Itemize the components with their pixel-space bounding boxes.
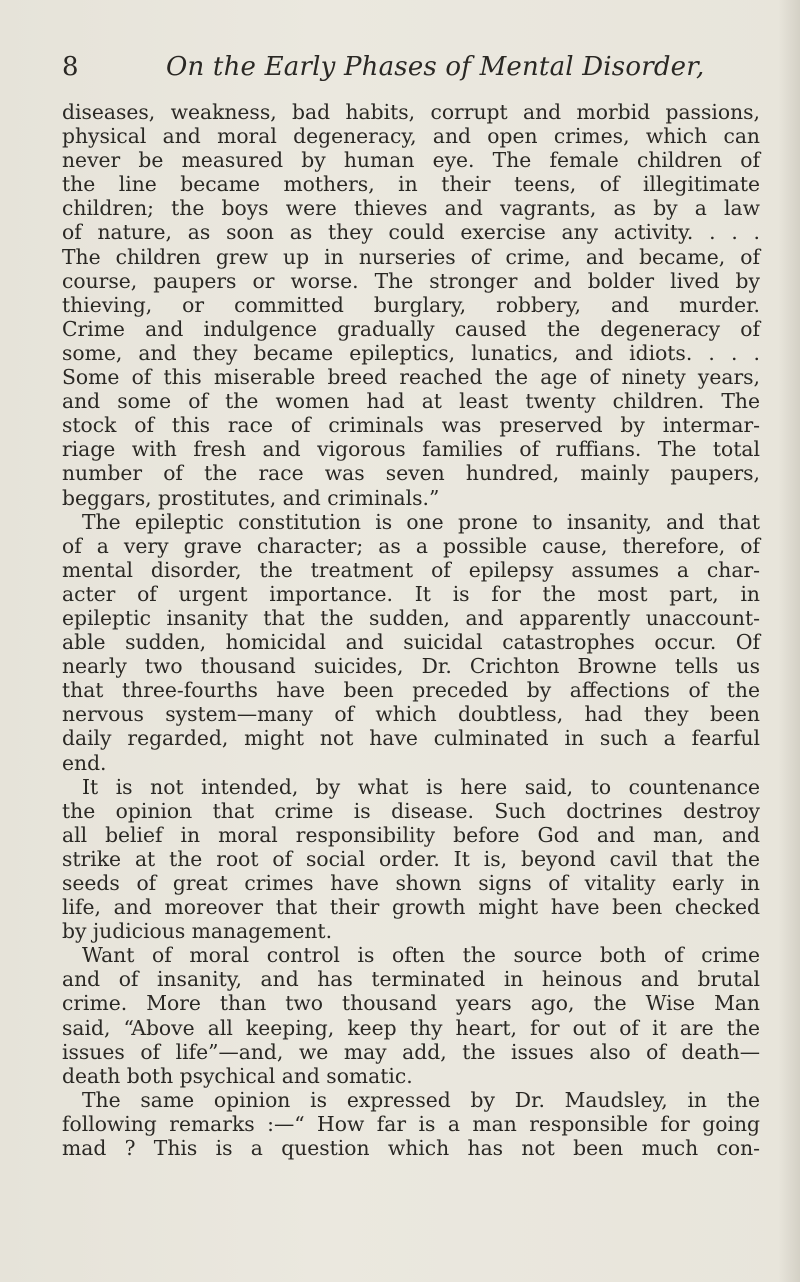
- text-line: diseases, weakness, bad habits, corrupt and morbid passions,: [62, 100, 760, 124]
- text-line: and of insanity, and has terminated in heinous and brutal: [62, 967, 760, 992]
- text-line: Some of this miserable breed reached the age of ninety years,: [62, 365, 760, 390]
- paragraph-start-line: Want of moral control is often the source both of crime: [82, 943, 760, 968]
- text-line: death both psychical and somatic.: [62, 1063, 413, 1088]
- text-line: nearly two thousand suicides, Dr. Crichton Browne tells us: [62, 654, 760, 679]
- text-line: strike at the root of social order. It is, beyond cavil that the: [62, 846, 760, 871]
- text-line: that three-fourths have been preceded by affections of the: [62, 678, 760, 703]
- text-line: children; the boys were thieves and vagrants, as by a law: [62, 196, 760, 221]
- text-line: able sudden, homicidal and suicidal catastrophes occur. Of: [62, 630, 760, 655]
- text-line: riage with fresh and vigorous families of ruffians. The total: [62, 437, 760, 462]
- paragraph-start-line: It is not intended, by what is here said, to countenance: [82, 774, 760, 799]
- text-line: some, and they became epileptics, lunatics, and idiots. . . .: [62, 340, 760, 365]
- text-line: seeds of great crimes have shown signs of vitality early in: [62, 871, 760, 895]
- running-head: On the Early Phases of Mental Disorder,: [166, 52, 705, 82]
- text-line: stock of this race of criminals was preserved by intermar-: [62, 413, 760, 438]
- text-line: course, paupers or worse. The stronger and bolder lived by: [62, 268, 760, 293]
- page-header: [62, 52, 762, 92]
- text-line: mental disorder, the treatment of epilepsy assumes a char-: [62, 557, 760, 582]
- page-edge-shadow: [778, 0, 800, 1282]
- text-line: said, “Above all keeping, keep thy heart, for out of it are the: [62, 1015, 760, 1040]
- text-line: crime. More than two thousand years ago, the Wise Man: [62, 991, 760, 1016]
- text-line: daily regarded, might not have culminated in such a fearful: [62, 726, 760, 751]
- page-number: 8: [62, 52, 79, 82]
- text-line: Crime and indulgence gradually caused the degeneracy of: [62, 316, 760, 341]
- text-line: all belief in moral responsibility before God and man, and: [62, 822, 760, 847]
- text-line: following remarks :—“ How far is a man responsible for going: [62, 1111, 760, 1136]
- text-line: acter of urgent importance. It is for the most part, in: [62, 581, 760, 606]
- text-line: of a very grave character; as a possible cause, therefore, of: [62, 533, 760, 558]
- text-line: the opinion that crime is disease. Such doctrines destroy: [62, 798, 760, 823]
- text-line: thieving, or committed burglary, robbery, and murder.: [62, 292, 760, 317]
- text-line: life, and moreover that their growth might have been checked: [62, 895, 760, 920]
- paragraph-start-line: The same opinion is expressed by Dr. Maudsley, in the: [82, 1087, 760, 1112]
- text-line: The children grew up in nurseries of crime, and became, of: [62, 244, 760, 269]
- text-line: number of the race was seven hundred, mainly paupers,: [62, 461, 760, 486]
- body-text: [62, 100, 760, 1160]
- text-line: beggars, prostitutes, and criminals.”: [62, 485, 440, 510]
- text-line: epileptic insanity that the sudden, and apparently unaccount-: [62, 605, 760, 630]
- text-line: physical and moral degeneracy, and open crimes, which can: [62, 124, 760, 149]
- text-line: and some of the women had at least twenty children. The: [62, 389, 760, 414]
- text-line: issues of life”—and, we may add, the issues also of death—: [62, 1039, 760, 1064]
- paragraph-start-line: The epileptic constitution is one prone to insanity, and that: [82, 509, 760, 534]
- text-line: never be measured by human eye. The female children of: [62, 148, 760, 173]
- text-line: of nature, as soon as they could exercise any activity. . . .: [62, 220, 760, 245]
- text-line: by judicious management.: [62, 919, 333, 944]
- text-line: mad ? This is a question which has not been much con-: [62, 1136, 760, 1161]
- text-line: nervous system—many of which doubtless, had they been: [62, 702, 760, 727]
- text-line: the line became mothers, in their teens, of illegitimate: [62, 172, 760, 197]
- text-line: end.: [62, 750, 107, 775]
